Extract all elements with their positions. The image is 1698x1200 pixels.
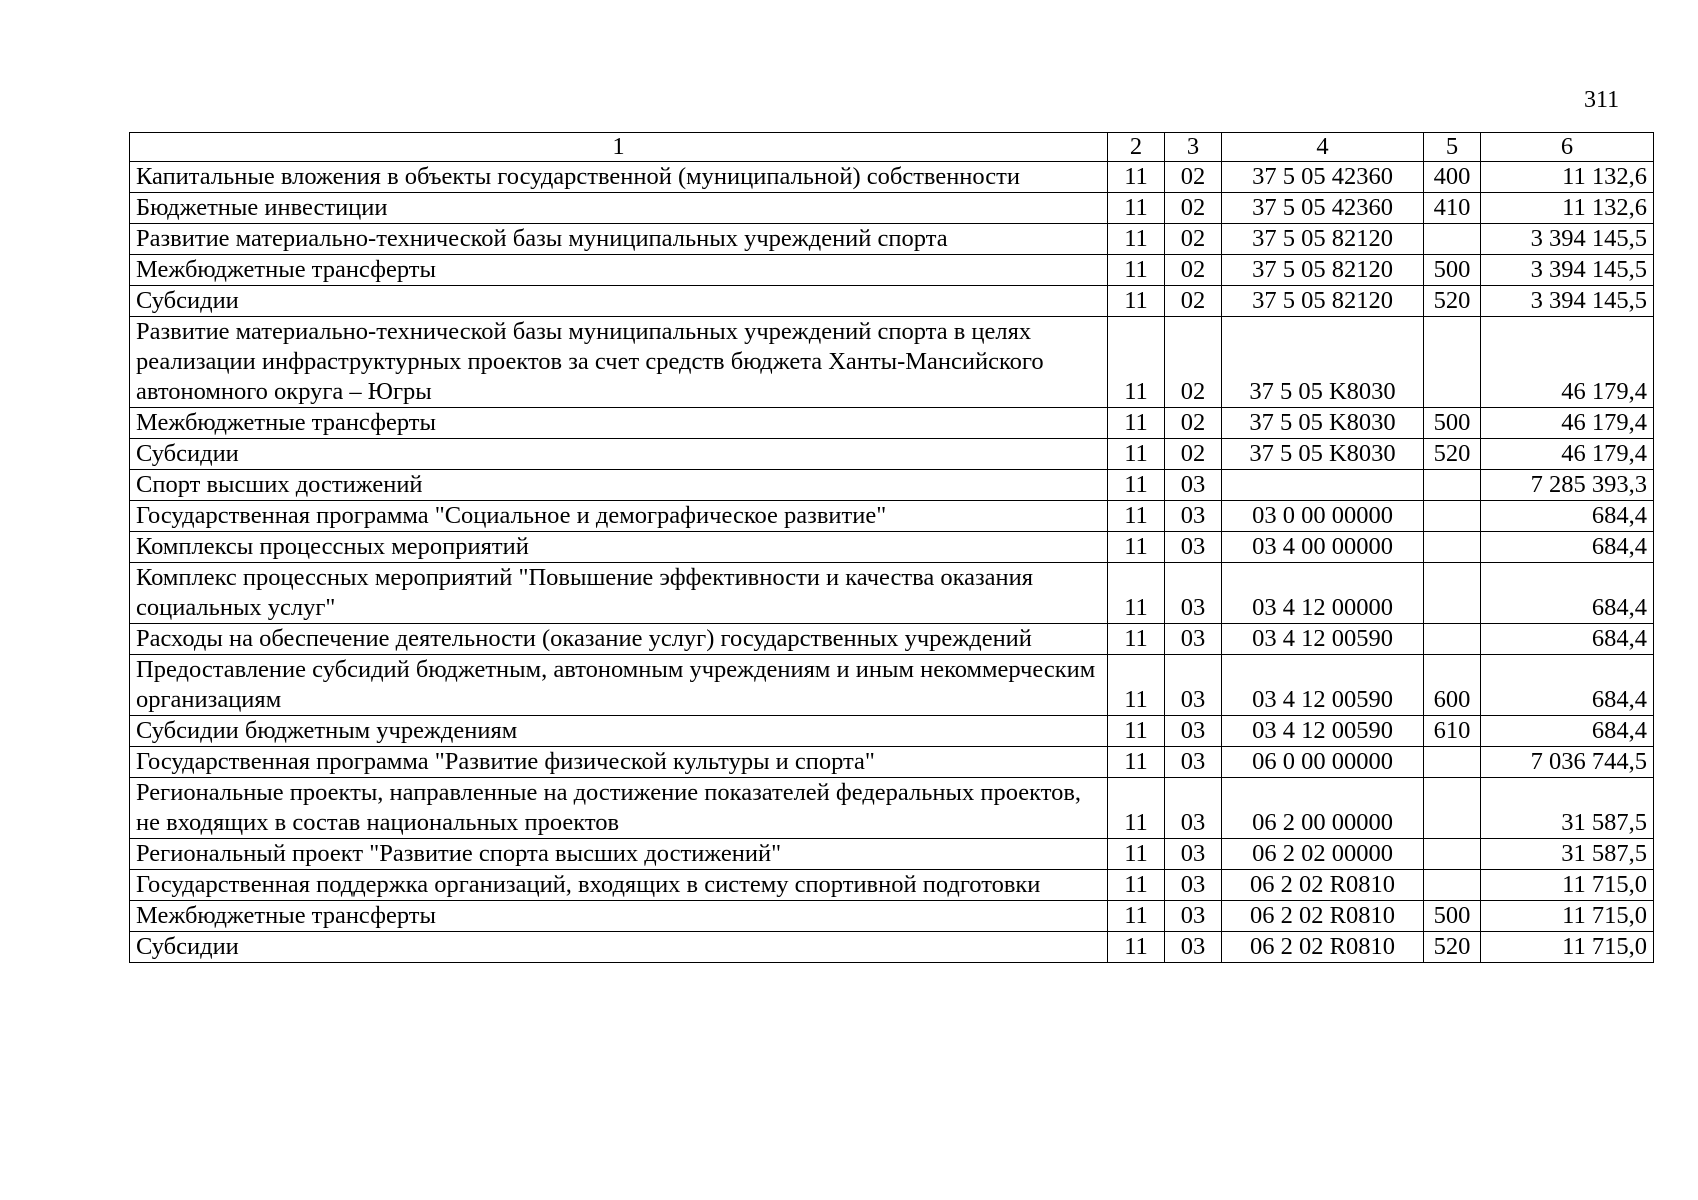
section-code: 11 — [1108, 255, 1165, 286]
section-code: 11 — [1108, 839, 1165, 870]
target-article-code: 06 2 02 R0810 — [1222, 932, 1424, 963]
subsection-code: 03 — [1165, 932, 1222, 963]
amount: 11 132,6 — [1481, 193, 1654, 224]
amount: 684,4 — [1481, 655, 1654, 716]
expense-type-code: 520 — [1424, 439, 1481, 470]
row-name: Государственная программа "Социальное и демографическое развитие" — [130, 501, 1108, 532]
amount: 684,4 — [1481, 501, 1654, 532]
amount: 684,4 — [1481, 624, 1654, 655]
subsection-code: 02 — [1165, 408, 1222, 439]
table-row — [130, 193, 1654, 224]
subsection-code: 02 — [1165, 286, 1222, 317]
amount: 11 132,6 — [1481, 162, 1654, 193]
expense-type-code: 500 — [1424, 901, 1481, 932]
expense-type-code: 500 — [1424, 408, 1481, 439]
subsection-code: 02 — [1165, 224, 1222, 255]
row-name: Комплекс процессных мероприятий "Повышение эффективности и качества оказания социальных услуг" — [130, 563, 1108, 624]
table-row — [130, 317, 1654, 408]
row-name: Субсидии бюджетным учреждениям — [130, 716, 1108, 747]
target-article-code: 37 5 05 42360 — [1222, 162, 1424, 193]
target-article-code: 37 5 05 82120 — [1222, 286, 1424, 317]
amount: 3 394 145,5 — [1481, 286, 1654, 317]
target-article-code: 03 0 00 00000 — [1222, 501, 1424, 532]
table-header-row — [130, 133, 1654, 162]
subsection-code: 03 — [1165, 778, 1222, 839]
row-name: Региональные проекты, направленные на достижение показателей федеральных проектов, не входящих в состав национальных проектов — [130, 778, 1108, 839]
section-code: 11 — [1108, 317, 1165, 408]
section-code: 11 — [1108, 408, 1165, 439]
target-article-code: 37 5 05 K8030 — [1222, 408, 1424, 439]
expense-type-code: 520 — [1424, 286, 1481, 317]
amount: 684,4 — [1481, 716, 1654, 747]
table-row — [130, 532, 1654, 563]
table-row — [130, 501, 1654, 532]
section-code: 11 — [1108, 932, 1165, 963]
target-article-code: 37 5 05 K8030 — [1222, 439, 1424, 470]
row-name: Комплексы процессных мероприятий — [130, 532, 1108, 563]
row-name: Развитие материально-технической базы муниципальных учреждений спорта — [130, 224, 1108, 255]
table-row — [130, 563, 1654, 624]
subsection-code: 03 — [1165, 470, 1222, 501]
column-header: 4 — [1222, 133, 1424, 162]
table-row — [130, 778, 1654, 839]
table-row — [130, 932, 1654, 963]
amount: 7 036 744,5 — [1481, 747, 1654, 778]
page-number: 311 — [1584, 87, 1620, 113]
table-body — [130, 162, 1654, 963]
row-name: Субсидии — [130, 932, 1108, 963]
table-row — [130, 162, 1654, 193]
target-article-code: 03 4 12 00590 — [1222, 716, 1424, 747]
row-name: Региональный проект "Развитие спорта высших достижений" — [130, 839, 1108, 870]
row-name: Государственная поддержка организаций, входящих в систему спортивной подготовки — [130, 870, 1108, 901]
amount: 31 587,5 — [1481, 839, 1654, 870]
target-article-code: 37 5 05 82120 — [1222, 255, 1424, 286]
expense-type-code — [1424, 501, 1481, 532]
section-code: 11 — [1108, 470, 1165, 501]
target-article-code: 37 5 05 42360 — [1222, 193, 1424, 224]
table-row — [130, 255, 1654, 286]
expense-type-code — [1424, 624, 1481, 655]
target-article-code: 37 5 05 82120 — [1222, 224, 1424, 255]
subsection-code: 02 — [1165, 439, 1222, 470]
subsection-code: 02 — [1165, 193, 1222, 224]
section-code: 11 — [1108, 747, 1165, 778]
expense-type-code — [1424, 870, 1481, 901]
expense-type-code: 610 — [1424, 716, 1481, 747]
expense-type-code — [1424, 224, 1481, 255]
expense-type-code — [1424, 317, 1481, 408]
amount: 3 394 145,5 — [1481, 224, 1654, 255]
table-row — [130, 470, 1654, 501]
row-name: Межбюджетные трансферты — [130, 408, 1108, 439]
amount: 3 394 145,5 — [1481, 255, 1654, 286]
section-code: 11 — [1108, 501, 1165, 532]
expense-type-code — [1424, 839, 1481, 870]
target-article-code — [1222, 470, 1424, 501]
target-article-code: 37 5 05 K8030 — [1222, 317, 1424, 408]
subsection-code: 03 — [1165, 501, 1222, 532]
target-article-code: 03 4 12 00590 — [1222, 624, 1424, 655]
section-code: 11 — [1108, 224, 1165, 255]
section-code: 11 — [1108, 778, 1165, 839]
subsection-code: 03 — [1165, 532, 1222, 563]
table-row — [130, 655, 1654, 716]
expense-type-code: 500 — [1424, 255, 1481, 286]
amount: 46 179,4 — [1481, 408, 1654, 439]
subsection-code: 02 — [1165, 162, 1222, 193]
column-header: 6 — [1481, 133, 1654, 162]
expense-type-code — [1424, 747, 1481, 778]
row-name: Государственная программа "Развитие физической культуры и спорта" — [130, 747, 1108, 778]
subsection-code: 03 — [1165, 563, 1222, 624]
table-row — [130, 870, 1654, 901]
subsection-code: 03 — [1165, 747, 1222, 778]
section-code: 11 — [1108, 439, 1165, 470]
expense-type-code: 410 — [1424, 193, 1481, 224]
expense-type-code — [1424, 563, 1481, 624]
target-article-code: 06 2 02 R0810 — [1222, 870, 1424, 901]
section-code: 11 — [1108, 655, 1165, 716]
target-article-code: 06 2 02 00000 — [1222, 839, 1424, 870]
section-code: 11 — [1108, 870, 1165, 901]
table-row — [130, 901, 1654, 932]
row-name: Предоставление субсидий бюджетным, автономным учреждениям и иным некоммерческим организациям — [130, 655, 1108, 716]
amount: 31 587,5 — [1481, 778, 1654, 839]
table-row — [130, 716, 1654, 747]
amount: 684,4 — [1481, 563, 1654, 624]
table-row — [130, 747, 1654, 778]
section-code: 11 — [1108, 532, 1165, 563]
table-row — [130, 839, 1654, 870]
column-header: 1 — [130, 133, 1108, 162]
target-article-code: 03 4 12 00590 — [1222, 655, 1424, 716]
subsection-code: 02 — [1165, 317, 1222, 408]
column-header: 5 — [1424, 133, 1481, 162]
expense-type-code — [1424, 532, 1481, 563]
target-article-code: 06 2 02 R0810 — [1222, 901, 1424, 932]
table-row — [130, 286, 1654, 317]
row-name: Субсидии — [130, 439, 1108, 470]
target-article-code: 06 2 00 00000 — [1222, 778, 1424, 839]
section-code: 11 — [1108, 624, 1165, 655]
table-row — [130, 439, 1654, 470]
row-name: Межбюджетные трансферты — [130, 901, 1108, 932]
expense-type-code: 400 — [1424, 162, 1481, 193]
row-name: Развитие материально-технической базы муниципальных учреждений спорта в целях реализации инфраструктурных проектов за счет средств бюджета Ханты-Мансийского автономного округа – Югры — [130, 317, 1108, 408]
column-header: 2 — [1108, 133, 1165, 162]
amount: 46 179,4 — [1481, 439, 1654, 470]
row-name: Капитальные вложения в объекты государственной (муниципальной) собственности — [130, 162, 1108, 193]
table-row — [130, 224, 1654, 255]
row-name: Спорт высших достижений — [130, 470, 1108, 501]
subsection-code: 03 — [1165, 901, 1222, 932]
section-code: 11 — [1108, 901, 1165, 932]
subsection-code: 03 — [1165, 870, 1222, 901]
table-row — [130, 408, 1654, 439]
target-article-code: 06 0 00 00000 — [1222, 747, 1424, 778]
budget-table — [129, 132, 1654, 963]
target-article-code: 03 4 00 00000 — [1222, 532, 1424, 563]
section-code: 11 — [1108, 563, 1165, 624]
row-name: Бюджетные инвестиции — [130, 193, 1108, 224]
target-article-code: 03 4 12 00000 — [1222, 563, 1424, 624]
section-code: 11 — [1108, 716, 1165, 747]
row-name: Межбюджетные трансферты — [130, 255, 1108, 286]
subsection-code: 03 — [1165, 716, 1222, 747]
amount: 11 715,0 — [1481, 932, 1654, 963]
amount: 7 285 393,3 — [1481, 470, 1654, 501]
expense-type-code: 520 — [1424, 932, 1481, 963]
amount: 684,4 — [1481, 532, 1654, 563]
section-code: 11 — [1108, 286, 1165, 317]
row-name: Субсидии — [130, 286, 1108, 317]
subsection-code: 03 — [1165, 624, 1222, 655]
subsection-code: 03 — [1165, 655, 1222, 716]
amount: 46 179,4 — [1481, 317, 1654, 408]
amount: 11 715,0 — [1481, 870, 1654, 901]
amount: 11 715,0 — [1481, 901, 1654, 932]
row-name: Расходы на обеспечение деятельности (оказание услуг) государственных учреждений — [130, 624, 1108, 655]
subsection-code: 03 — [1165, 839, 1222, 870]
expense-type-code: 600 — [1424, 655, 1481, 716]
section-code: 11 — [1108, 193, 1165, 224]
column-header: 3 — [1165, 133, 1222, 162]
table-row — [130, 624, 1654, 655]
expense-type-code — [1424, 778, 1481, 839]
subsection-code: 02 — [1165, 255, 1222, 286]
section-code: 11 — [1108, 162, 1165, 193]
expense-type-code — [1424, 470, 1481, 501]
